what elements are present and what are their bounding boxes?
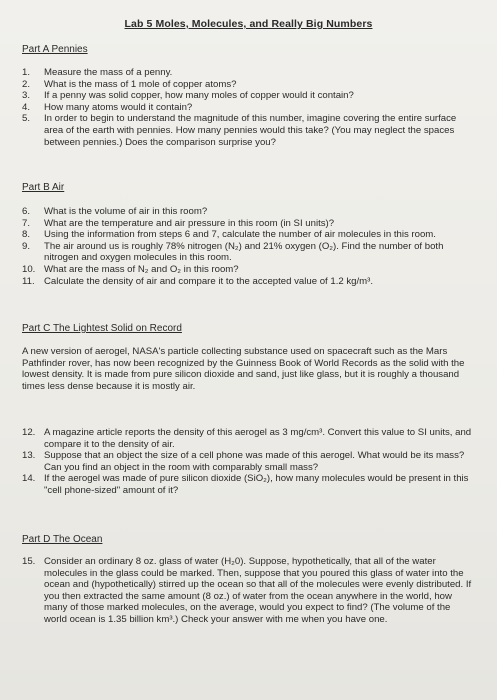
list-item: 9. The air around us is roughly 78% nitrogen (N₂) and 21% oxygen (O₂). Find the number of both nitrogen and oxygen molecules in this room. [22, 240, 444, 264]
list-item: 5. In order to begin to understand the magnitude of this number, imagine covering the entire surface area of the earth with pennies. How many pennies would this take? (You may neglect the spaces between pennies.) Does the comparison surprise you? [22, 113, 457, 148]
list-item: 2. What is the mass of 1 mole of copper atoms? [22, 78, 237, 90]
list-item: 1. Measure the mass of a penny. [22, 67, 173, 78]
list-item: 7. What are the temperature and air pressure in this room (in SI units)? [22, 217, 335, 229]
part-c-list [22, 427, 473, 497]
list-item: 8. Using the information from steps 6 and 7, calculate the number of air molecules in this room. [22, 229, 436, 241]
part-a-heading: Part A Pennies [22, 44, 88, 55]
part-b-heading: Part B Air [22, 182, 65, 193]
list-item: 3. If a penny was solid copper, how many moles of copper would it contain? [22, 90, 354, 102]
list-item: 13. Suppose that an object the size of a cell phone was made of this aerogel. What would be its mass? Can you find an object in the room with comparably small mass? [22, 450, 465, 473]
list-item: 14. If the aerogel was made of pure silicon dioxide (SiO₂), how many molecules would be present in this "cell phone-sized" amount of it? [22, 473, 469, 496]
list-item: 12. A magazine article reports the density of this aerogel as 3 mg/cm³. Convert this value to SI units, and compare it to the density of air. [22, 427, 472, 450]
list-item: 15. Consider an ordinary 8 oz. glass of water (H₂0). Suppose, hypothetically, that all of the water molecules in the glass could be marked. Then, suppose that you poured this glass of water into the ocean and (hypothetically) stirred up the ocean so that all of the molecules were evenly distributed. If you then extracted the same amount (8 oz.) of water from the ocean anywhere in the world, how many of those marked molecules, on the average, would you expect to find? (The volume of the world ocean is 1.35 billion km³.) Check your answer with me when you have one. [22, 556, 472, 625]
part-a-list [22, 67, 473, 148]
part-d-list [22, 556, 473, 626]
list-item: 11. Calculate the density of air and compare it to the accepted value of 1.2 kg/m³. [22, 275, 374, 287]
part-b-list [22, 206, 473, 287]
part-c-intro: A new version of aerogel, NASA's particle collecting substance used on spacecraft such as the Mars Pathfinder rover, has now been recognized by the Guinness Book of World Records as the solid with the lowest density. It is made from pure silicon dioxide and sand, just like glass, but it is roughly a thousand times less dense because it is mostly air. [22, 346, 465, 392]
part-c-heading: Part C The Lightest Solid on Record [22, 323, 182, 334]
document-title: Lab 5 Moles, Molecules, and Really Big Numbers [124, 18, 373, 30]
list-item: 4. How many atoms would it contain? [22, 101, 193, 113]
part-d-heading: Part D The Ocean [22, 534, 103, 545]
list-item: 6. What is the volume of air in this room? [22, 206, 208, 217]
list-item: 10. What are the mass of N₂ and O₂ in this room? [22, 263, 239, 275]
